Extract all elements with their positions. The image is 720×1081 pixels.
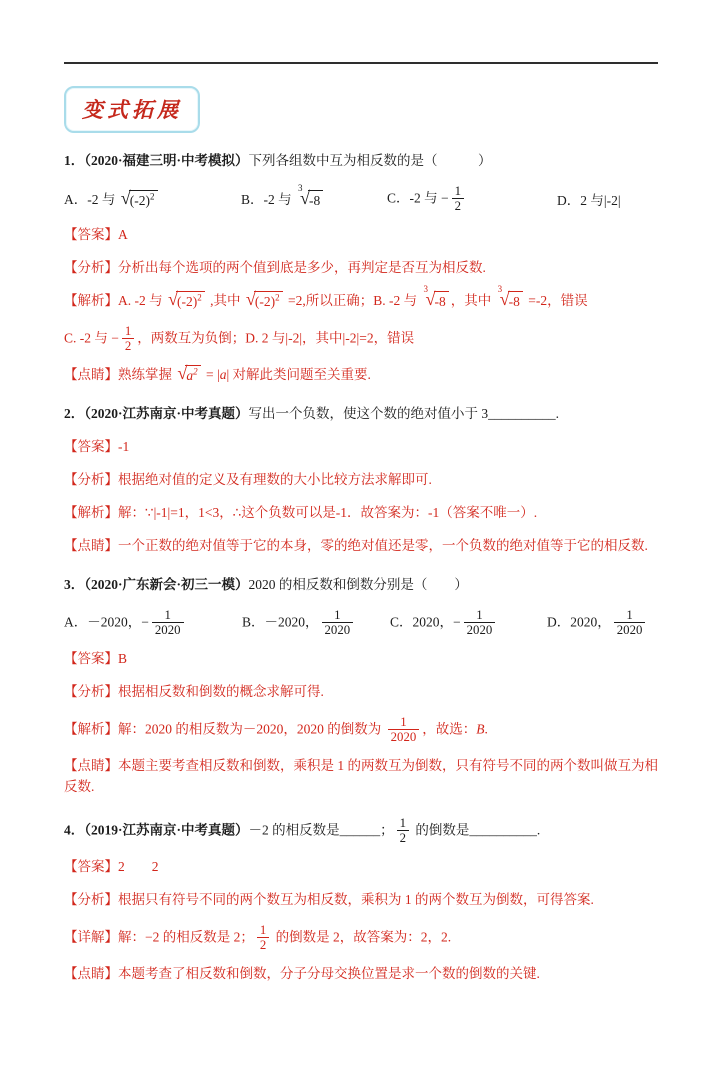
q2-answer-line: 【答案】-1 [64, 438, 130, 454]
q1-stem: 1．（2020·福建三明·中考模拟）下列各组数中互为相反数的是（ ） [64, 153, 492, 168]
q1-option-a: A．-2 与 √ $(-2)^2$ [64, 188, 241, 210]
q4-stem: 4．（2019·江苏南京·中考真题）－2 的相反数是______； $\frac{1}{2}$ 的倒数是__________. [64, 815, 541, 845]
section-badge-row [64, 86, 658, 133]
q3-option-b: B．－2020， $\frac{1}{2020}$ [242, 608, 390, 637]
q3-option-d: D．2020， $\frac{1}{2020}$ [547, 608, 648, 637]
q1-tip-line: 【点睛】熟练掌握 √ $a^2$ = |a| 对解此类问题至关重要. [64, 363, 371, 384]
q4-detail-line: 【详解】解：−2 的相反数是 2； $\frac{1}{2}$ 的倒数是 2，故答案为：2，2. [64, 922, 452, 952]
worksheet-page [0, 62, 720, 985]
q3-answer-line: 【答案】B [64, 650, 128, 666]
q1-explain-line-1: 【解析】A. -2 与 √ $(-2)^2$ ,其中 √ $(-2)^2$ =2,所以正确；B. -2 与 3 √ -8 ，其中 3 √ -8 =-2，错误 [64, 283, 588, 309]
q3-tip-line: 【点睛】本题主要考查相反数和倒数，乘积是 1 的两数互为倒数，只有符号不同的两个数叫做互为相反数. [64, 757, 658, 794]
q2-explain-line: 【解析】解：∵|-1|=1，1<3，∴这个负数可以是-1．故答案为：-1（答案不唯一）. [64, 504, 538, 520]
top-divider-rule [64, 62, 658, 64]
q4-analysis-line: 【分析】根据只有符号不同的两个数互为相反数，乘积为 1 的两个数互为倒数，可得答案. [64, 891, 594, 907]
q3-explain-line: 【解析】解：2020 的相反数为－2020，2020 的倒数为 $\frac{1}{2020}$ ，故选：B. [64, 714, 488, 744]
q2-tip-line: 【点睛】一个正数的绝对值等于它的本身，零的绝对值还是零，一个负数的绝对值等于它的相反数. [64, 537, 648, 553]
q3-analysis-line: 【分析】根据相反数和倒数的概念求解可得. [64, 683, 324, 699]
q3-options-row [64, 608, 658, 637]
question-1 [64, 151, 658, 386]
q3-option-c: C．2020，− $\frac{1}{2020}$ [390, 608, 547, 637]
section-badge-label: 变式拓展 [82, 98, 182, 122]
q3-option-a: A．－2020，− $\frac{1}{2020}$ [64, 608, 242, 637]
q4-tip-line: 【点睛】本题考查了相反数和倒数，分子分母交换位置是求一个数的倒数的关键. [64, 965, 540, 981]
q1-analysis-line: 【分析】分析出每个选项的两个值到底是多少，再判定是否互为相反数. [64, 260, 486, 276]
q2-analysis-line: 【分析】根据绝对值的定义及有理数的大小比较方法求解即可. [64, 471, 432, 487]
q1-option-c: C．-2 与 − $\frac{1}{2}$ [387, 184, 557, 213]
q1-option-d: D．2 与|-2| [557, 192, 621, 208]
question-2 [64, 404, 658, 557]
q3-stem: 3．（2020·广东新会·初三一模）2020 的相反数和倒数分别是（ ） [64, 576, 468, 592]
q4-answer-line: 【答案】2 2 [64, 858, 159, 874]
section-badge [64, 86, 200, 133]
q2-stem: 2．（2020·江苏南京·中考真题）写出一个负数，使这个数的绝对值小于 3__________. [64, 406, 560, 422]
question-4 [64, 816, 658, 985]
q1-option-b: B．-2 与 3 √ -8 [241, 188, 387, 210]
q1-answer-line: 【答案】A [64, 227, 128, 243]
q1-explain-line-2: C. -2 与 − $\frac{1}{2}$ ，两数互为负倒；D. 2 与|-2|，其中|-2|=2，错误 [64, 323, 415, 354]
question-3 [64, 575, 658, 798]
q1-options-row [64, 184, 658, 213]
